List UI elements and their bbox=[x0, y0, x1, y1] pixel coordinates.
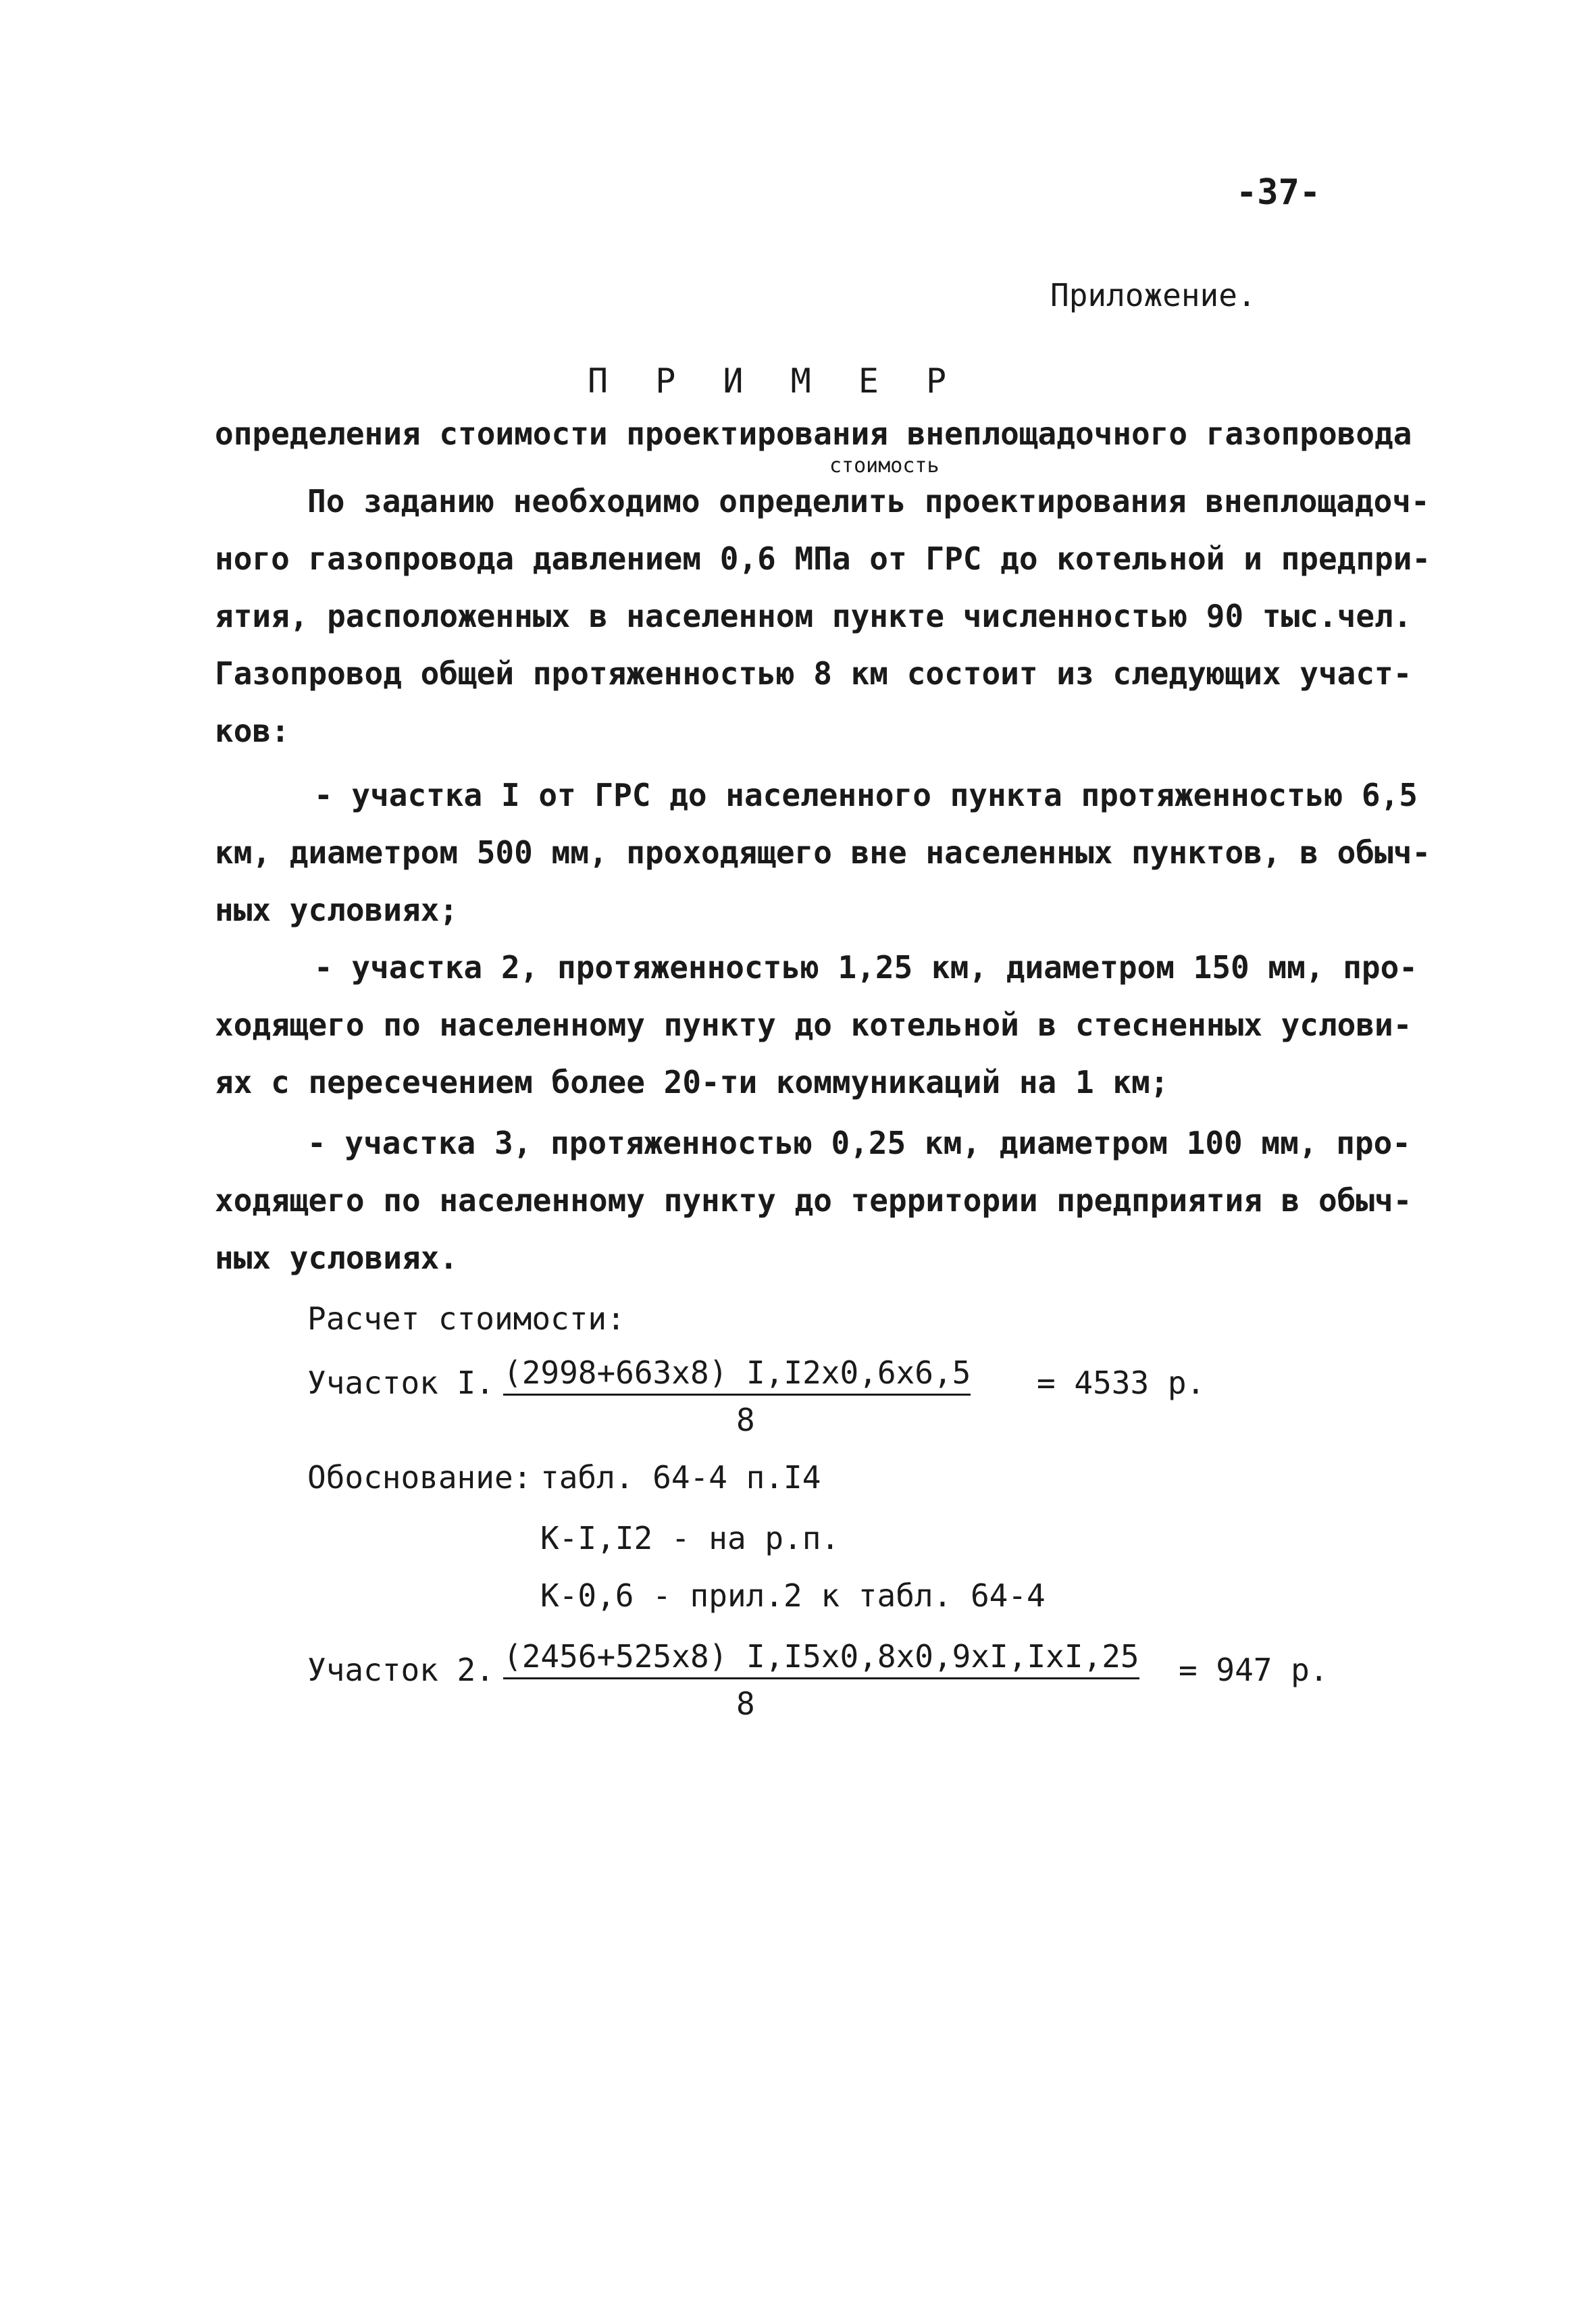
section-1-line: км, диаметром 500 мм, проходящего вне населенных пунктов, в обыч- bbox=[215, 834, 1431, 871]
section-1-line: - участка I от ГРС до населенного пункта протяженностью 6,5 bbox=[314, 777, 1418, 813]
justification-label: Обоснование: bbox=[307, 1459, 532, 1496]
section-1-line: ных условиях; bbox=[215, 892, 459, 928]
paragraph-line: По заданию необходимо определить проектирования внеплощадоч- bbox=[307, 483, 1430, 519]
paragraph-line: ного газопровода давлением 0,6 МПа от ГРС до котельной и предпри- bbox=[215, 540, 1431, 577]
handwritten-insertion: стоимость bbox=[829, 454, 939, 478]
calc-2-result: = 947 р. bbox=[1179, 1652, 1329, 1688]
calc-2-label: Участок 2. bbox=[307, 1652, 494, 1688]
document-subtitle: определения стоимости проектирования внеплощадочного газопровода bbox=[215, 415, 1412, 452]
calc-2-fraction bbox=[503, 1638, 1139, 1722]
calc-1-numerator: (2998+663х8) I,I2х0,6х6,5 bbox=[503, 1354, 971, 1396]
section-2-line: - участка 2, протяженностью 1,25 км, диаметром 150 мм, про- bbox=[314, 949, 1418, 986]
justification-line: К-0,6 - прил.2 к табл. 64-4 bbox=[540, 1577, 1046, 1614]
calc-1-denominator: 8 bbox=[736, 1402, 755, 1438]
document-title: П Р И М Е Р bbox=[588, 361, 960, 401]
justification-line: К-I,I2 - на р.п. bbox=[540, 1520, 840, 1556]
page-number: -37- bbox=[1236, 172, 1321, 213]
section-3-line: ных условиях. bbox=[215, 1240, 459, 1276]
calc-heading: Расчет стоимости: bbox=[307, 1300, 625, 1337]
section-2-line: ходящего по населенному пункту до котельной в стесненных услови- bbox=[215, 1007, 1412, 1043]
calc-1-label: Участок I. bbox=[307, 1365, 494, 1401]
calc-2-numerator: (2456+525х8) I,I5х0,8х0,9хI,IхI,25 bbox=[503, 1638, 1139, 1679]
paragraph-line: Газопровод общей протяженностью 8 км состоит из следующих участ- bbox=[215, 655, 1412, 692]
section-3-line: - участка 3, протяженностью 0,25 км, диаметром 100 мм, про- bbox=[307, 1125, 1411, 1161]
calc-2-denominator: 8 bbox=[736, 1685, 755, 1722]
section-2-line: ях с пересечением более 20-ти коммуникаций на 1 км; bbox=[215, 1064, 1169, 1100]
justification-line: табл. 64-4 п.I4 bbox=[540, 1459, 821, 1496]
paragraph-line: ков: bbox=[215, 713, 290, 749]
calc-1-result: = 4533 р. bbox=[1037, 1365, 1206, 1401]
section-3-line: ходящего по населенному пункту до территории предприятия в обыч- bbox=[215, 1182, 1412, 1219]
paragraph-line: ятия, расположенных в населенном пункте численностью 90 тыс.чел. bbox=[215, 598, 1412, 634]
appendix-label: Приложение. bbox=[1050, 277, 1256, 313]
calc-1-fraction bbox=[503, 1354, 971, 1438]
